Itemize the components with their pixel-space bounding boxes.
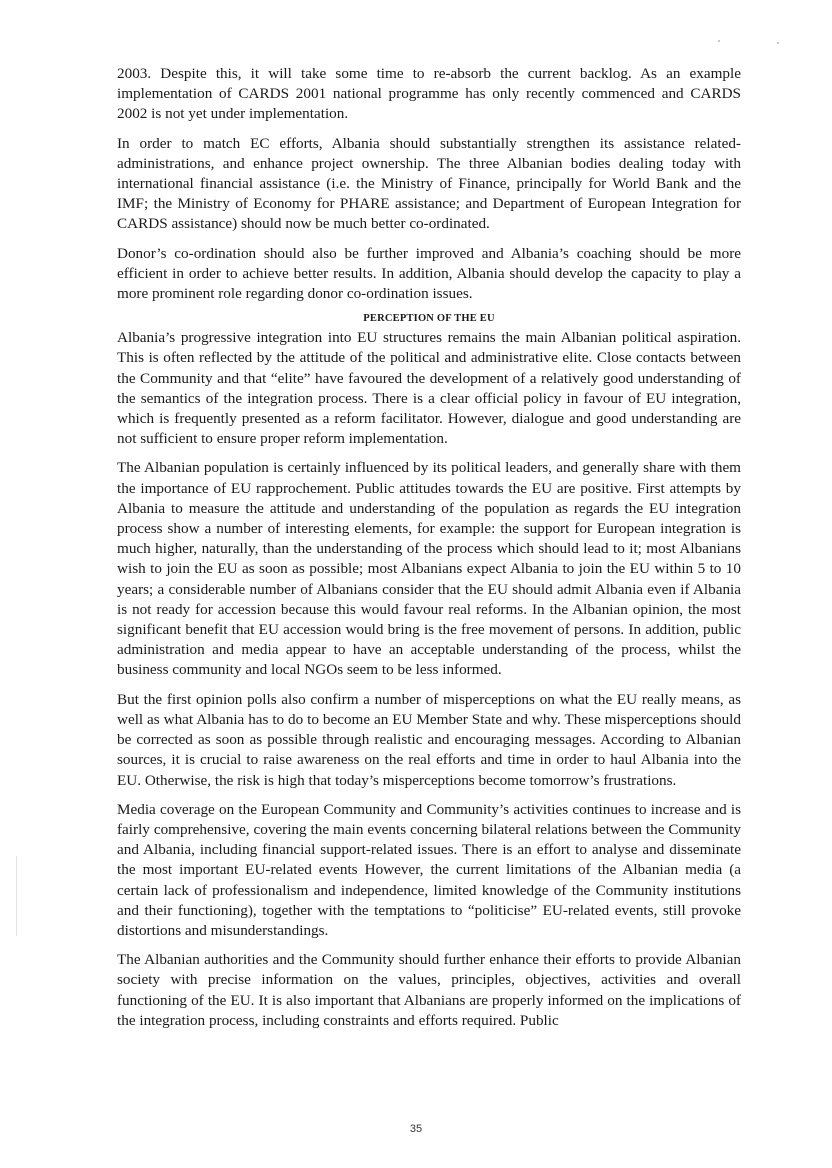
document-body [117,64,741,1040]
paragraph: The Albanian authorities and the Community should further enhance their efforts to provide Albanian society with precise information on the values, principles, objectives, activities and overall functioning of the EU. It is also important that Albanians are properly informed on the implications of the integration process, including constraints and efforts required. Public [117,951,741,1029]
paragraph: Media coverage on the European Community and Community’s activities continues to increase and is fairly comprehensive, covering the main events concerning bilateral relations between the Community and Albania, including financial support-related issues. There is an effort to analyse and disseminate the most important EU-related events However, the current limitations of the Albanian media (a certain lack of professionalism and independence, limited knowledge of the Community institutions and their functioning), together with the temptations to “politicise” EU-related events, still provoke distortions and misunderstandings. [117,800,741,939]
scan-speck [718,40,720,42]
page-number: 35 [409,1123,423,1135]
scan-edge-line [16,856,17,936]
section-heading: PERCEPTION OF THE EU [363,313,495,325]
paragraph: 2003. Despite this, it will take some time to re-absorb the current backlog. As an example implementation of CARDS 2001 national programme has only recently commenced and CARDS 2002 is not yet under implementation. [117,65,741,123]
paragraph: The Albanian population is certainly influenced by its political leaders, and generally share with them the importance of EU rapprochement. Public attitudes towards the EU are positive. First attempts by Albania to measure the attitude and understanding of the population as regards the EU integration process show a number of interesting elements, for example: the support for European integration is much higher, naturally, than the understanding of the process which should lead to it; most Albanians wish to join the EU as soon as possible; most Albanians expect Albania to join the EU within 5 to 10 years; a considerable number of Albanians consider that the EU should admit Albania even if Albania is not ready for accession because this would favour real reforms. In the Albanian opinion, the most significant benefit that EU accession would bring is the free movement of persons. In addition, public administration and media appear to have an acceptable understanding of the process, whilst the business community and local NGOs seem to be less informed. [117,459,741,679]
paragraph: In order to match EC efforts, Albania should substantially strengthen its assistance related-administrations, and enhance project ownership. The three Albanian bodies dealing today with international financial assistance (i.e. the Ministry of Finance, principally for World Bank and the IMF; the Ministry of Economy for PHARE assistance; and Department of European Integration for CARDS assistance) should now be much better co-ordinated. [117,134,741,233]
paragraph: But the first opinion polls also confirm a number of misperceptions on what the EU really means, as well as what Albania has to do to become an EU Member State and why. These misperceptions should be corrected as soon as possible through realistic and encouraging messages. According to Albanian sources, it is crucial to raise awareness on the real efforts and time in order to haul Albania into the EU. Otherwise, the risk is high that today’s misperceptions become tomorrow’s frustrations. [117,690,741,789]
paragraph: Donor’s co-ordination should also be further improved and Albania’s coaching should be more efficient in order to achieve better results. In addition, Albania should develop the capacity to play a more prominent role regarding donor co-ordination issues. [117,244,741,303]
paragraph: Albania’s progressive integration into EU structures remains the main Albanian political aspiration. This is often reflected by the attitude of the political and administrative elite. Close contacts between the Community and that “elite” have favoured the development of a relatively good understanding of the semantics of the integration process. There is a clear official policy in favour of EU integration, which is frequently presented as a reform facilitator. However, dialogue and good understanding are not sufficient to ensure proper reform implementation. [117,329,741,448]
scan-speck [777,42,779,44]
